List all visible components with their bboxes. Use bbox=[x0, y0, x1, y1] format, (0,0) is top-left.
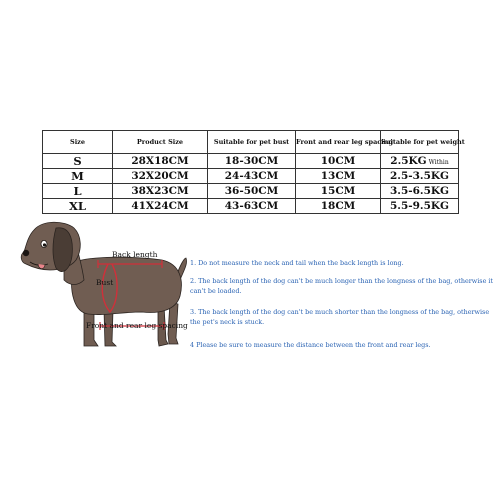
label-bust: Bust bbox=[96, 278, 114, 287]
dog-measurement-figure bbox=[12, 222, 192, 368]
size-chart-table bbox=[42, 130, 465, 214]
cell-size: S bbox=[43, 154, 113, 169]
cell-pet-weight bbox=[381, 154, 459, 169]
cell-product-size: 41X24CM bbox=[113, 199, 208, 214]
cell-leg-spacing: 18CM bbox=[296, 199, 381, 214]
cell-product-size: 38X23CM bbox=[113, 184, 208, 199]
cell-product-size: 28X18CM bbox=[113, 154, 208, 169]
header-size: Size bbox=[43, 131, 113, 154]
cell-size: M bbox=[43, 169, 113, 184]
cell-size: L bbox=[43, 184, 113, 199]
table-row bbox=[43, 199, 459, 214]
note-3: 3. The back length of the dog can't be much shorter than the longness of the bag, otherwise the pet's neck is stuck. bbox=[190, 308, 490, 326]
cell-pet-bust: 18-30CM bbox=[208, 154, 296, 169]
label-leg-spacing: Front and rear leg spacing bbox=[86, 321, 188, 330]
cell-pet-bust: 43-63CM bbox=[208, 199, 296, 214]
table-row bbox=[43, 154, 459, 169]
dog-illustration bbox=[12, 222, 192, 368]
cell-pet-weight: 5.5-9.5KG bbox=[381, 199, 459, 214]
cell-pet-bust: 36-50CM bbox=[208, 184, 296, 199]
cell-leg-spacing: 15CM bbox=[296, 184, 381, 199]
note-2: 2. The back length of the dog can't be much longer than the longness of the bag, otherwise it can't be loaded. bbox=[190, 277, 493, 295]
note-4: 4 Please be sure to measure the distance between the front and rear legs. bbox=[190, 341, 431, 349]
note-1: 1. Do not measure the neck and tail when the back length is long. bbox=[190, 259, 404, 267]
table-row bbox=[43, 169, 459, 184]
cell-leg-spacing: 10CM bbox=[296, 154, 381, 169]
label-back-length: Back length bbox=[112, 250, 158, 259]
cell-pet-weight: 2.5-3.5KG bbox=[381, 169, 459, 184]
weight-note: Within bbox=[428, 159, 449, 166]
header-pet-bust: Suitable for pet bust bbox=[208, 131, 296, 154]
cell-product-size: 32X20CM bbox=[113, 169, 208, 184]
cell-pet-weight: 3.5-6.5KG bbox=[381, 184, 459, 199]
header-product-size: Product Size bbox=[113, 131, 208, 154]
header-pet-weight: Suitable for pet weight bbox=[381, 131, 459, 154]
header-leg-spacing: Front and rear leg spacing bbox=[296, 131, 381, 154]
cell-pet-bust: 24-43CM bbox=[208, 169, 296, 184]
cell-size: XL bbox=[43, 199, 113, 214]
table-header-row bbox=[43, 131, 459, 154]
weight-value: 2.5KG bbox=[390, 155, 427, 167]
table-row bbox=[43, 184, 459, 199]
cell-leg-spacing: 13CM bbox=[296, 169, 381, 184]
